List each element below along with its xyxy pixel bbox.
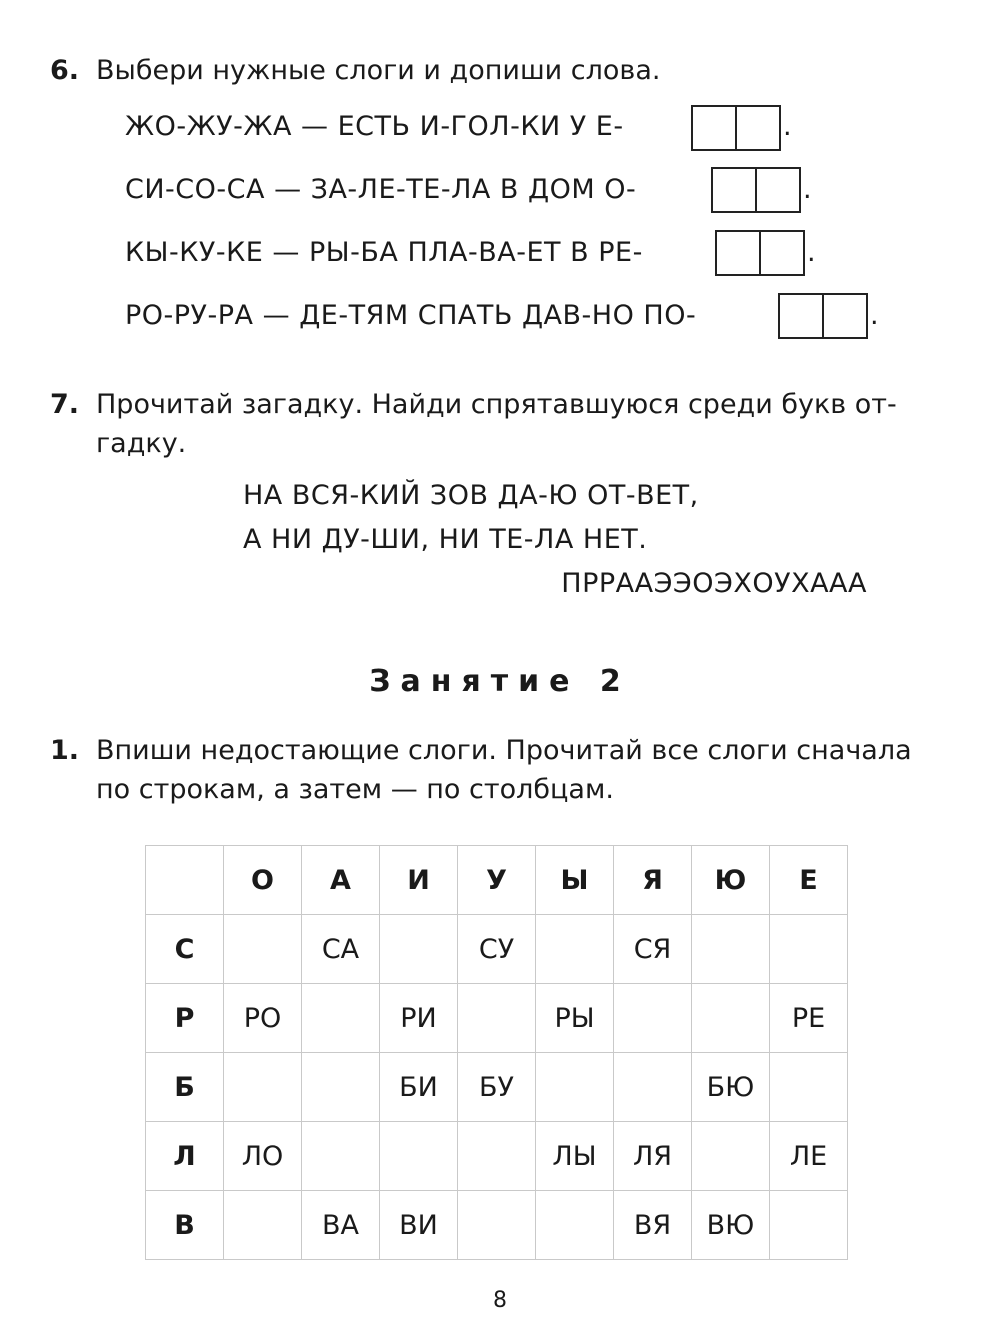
table-cell[interactable] [536, 915, 614, 984]
task6-line-2 [125, 174, 636, 205]
sentence-end: . [807, 237, 817, 268]
table-cell[interactable] [224, 915, 302, 984]
page-number: 8 [493, 1288, 507, 1313]
sentence-end: . [803, 174, 813, 205]
syllable-options: КЫ-КУ-КЕ [125, 237, 264, 268]
table-header-row [146, 846, 848, 915]
task7-number: 7. [50, 389, 80, 420]
sentence-end: . [783, 111, 793, 142]
table-row [146, 1191, 848, 1260]
table-cell[interactable]: СЯ [614, 915, 692, 984]
table-cell[interactable] [458, 1122, 536, 1191]
row-header-cell: С [146, 915, 224, 984]
task6-line-1 [125, 111, 624, 142]
table-cell[interactable] [458, 1191, 536, 1260]
task6-instruction: Выбери нужные слоги и допиши слова. [96, 55, 661, 86]
header-cell: Е [770, 846, 848, 915]
table-cell[interactable] [224, 1191, 302, 1260]
table-cell[interactable]: РИ [380, 984, 458, 1053]
header-cell: А [302, 846, 380, 915]
table-cell[interactable]: СУ [458, 915, 536, 984]
answer-boxes[interactable] [715, 230, 805, 276]
table-cell[interactable]: ВЮ [692, 1191, 770, 1260]
table-cell[interactable]: БЮ [692, 1053, 770, 1122]
table-cell[interactable] [692, 1122, 770, 1191]
table-row [146, 1122, 848, 1191]
table-cell[interactable]: ВИ [380, 1191, 458, 1260]
task6-line-3 [125, 237, 643, 268]
dash: — [301, 111, 329, 142]
dash: — [262, 300, 291, 331]
syllable-options: СИ-СО-СА [125, 174, 265, 205]
table-cell[interactable]: РО [224, 984, 302, 1053]
table-cell[interactable]: РЫ [536, 984, 614, 1053]
syllable-options: ЖО-ЖУ-ЖА [125, 111, 292, 142]
syllable-options: РО-РУ-РА [125, 300, 254, 331]
header-cell: Я [614, 846, 692, 915]
table-cell[interactable] [770, 915, 848, 984]
table-row [146, 915, 848, 984]
table-cell[interactable]: РЕ [770, 984, 848, 1053]
table-cell[interactable]: ЛЫ [536, 1122, 614, 1191]
sentence: ЕСТЬ И-ГОЛ-КИ У Е- [337, 111, 624, 142]
table-row [146, 1053, 848, 1122]
table-cell[interactable]: БУ [458, 1053, 536, 1122]
table-row [146, 984, 848, 1053]
header-cell: Ю [692, 846, 770, 915]
riddle-line-2: А НИ ДУ-ШИ, НИ ТЕ-ЛА НЕТ. [243, 524, 648, 555]
table-cell[interactable] [380, 1122, 458, 1191]
table-cell[interactable]: ВЯ [614, 1191, 692, 1260]
table-cell[interactable] [536, 1191, 614, 1260]
header-cell: У [458, 846, 536, 915]
sentence-end: . [870, 300, 880, 331]
task1-instruction-line2: по строкам, а затем — по столбцам. [96, 774, 614, 805]
task6-line-4 [125, 300, 696, 331]
table-cell[interactable] [692, 915, 770, 984]
task1-instruction-line1: Впиши недостающие слоги. Прочитай все слоги сначала [96, 735, 912, 766]
task7-instruction-line1: Прочитай загадку. Найди спрятавшуюся среди букв от- [96, 389, 897, 420]
riddle-line-1: НА ВСЯ-КИЙ ЗОВ ДА-Ю ОТ-ВЕТ, [243, 480, 699, 511]
table-cell[interactable] [458, 984, 536, 1053]
dash: — [272, 237, 300, 268]
header-cell: О [224, 846, 302, 915]
table-cell[interactable] [302, 984, 380, 1053]
table-cell[interactable] [536, 1053, 614, 1122]
row-header-cell: Л [146, 1122, 224, 1191]
row-header-cell: Р [146, 984, 224, 1053]
table-cell[interactable] [770, 1191, 848, 1260]
table-cell[interactable] [302, 1122, 380, 1191]
table-cell[interactable]: СА [302, 915, 380, 984]
table-cell[interactable]: ЛЕ [770, 1122, 848, 1191]
table-cell[interactable]: БИ [380, 1053, 458, 1122]
table-cell[interactable] [614, 1053, 692, 1122]
row-header-cell: В [146, 1191, 224, 1260]
answer-boxes[interactable] [711, 167, 801, 213]
sentence: РЫ-БА ПЛА-ВА-ЕТ В РЕ- [309, 237, 643, 268]
header-cell [146, 846, 224, 915]
answer-boxes[interactable] [691, 105, 781, 151]
task7-instruction-line2: гадку. [96, 428, 187, 459]
table-cell[interactable] [302, 1053, 380, 1122]
hidden-answer-letters: ПРРААЭЭОЭХОУХААА [561, 568, 867, 599]
table-cell[interactable]: ЛЯ [614, 1122, 692, 1191]
lesson-title: Занятие 2 [369, 664, 631, 699]
header-cell: И [380, 846, 458, 915]
table-cell[interactable] [614, 984, 692, 1053]
sentence: ЗА-ЛЕ-ТЕ-ЛА В ДОМ О- [310, 174, 637, 205]
table-cell[interactable] [692, 984, 770, 1053]
task6-number: 6. [50, 55, 80, 86]
task1-number: 1. [50, 735, 80, 766]
syllable-table [145, 845, 848, 1260]
table-cell[interactable] [224, 1053, 302, 1122]
dash: — [274, 174, 302, 205]
table-cell[interactable]: ЛО [224, 1122, 302, 1191]
table-cell[interactable]: ВА [302, 1191, 380, 1260]
answer-boxes[interactable] [778, 293, 868, 339]
sentence: ДЕ-ТЯМ СПАТЬ ДАВ-НО ПО- [299, 300, 697, 331]
table-cell[interactable] [380, 915, 458, 984]
row-header-cell: Б [146, 1053, 224, 1122]
table-cell[interactable] [770, 1053, 848, 1122]
header-cell: Ы [536, 846, 614, 915]
